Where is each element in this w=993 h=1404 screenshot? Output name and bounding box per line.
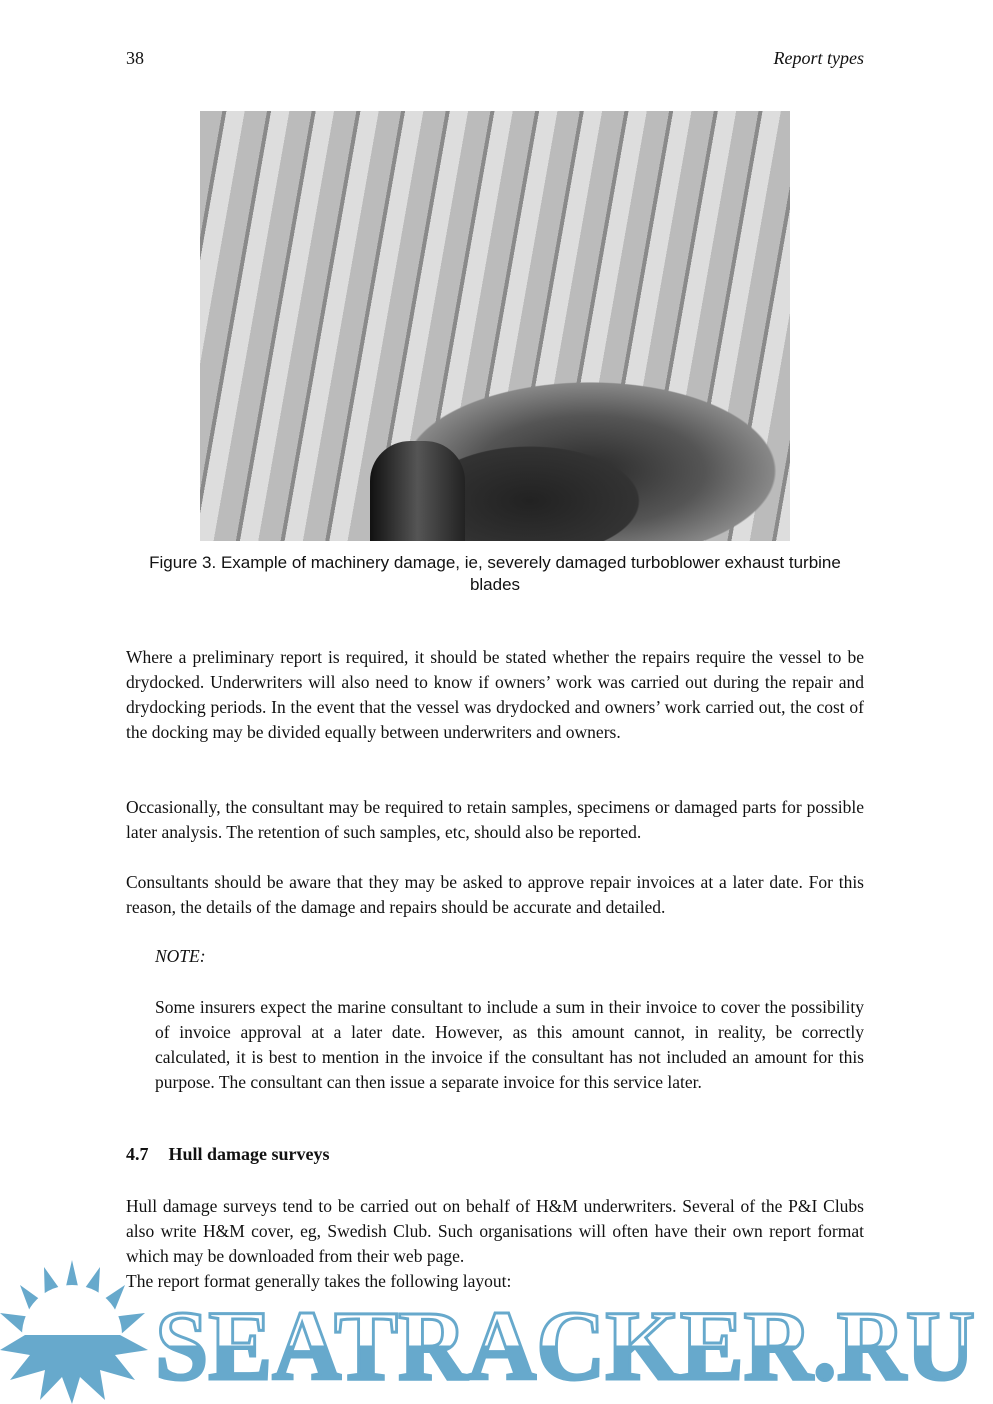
paragraph: Consultants should be aware that they may be asked to approve repair invoices at a later date. For this reason, the details of the damage and repairs should be accurate and detailed. — [126, 872, 864, 917]
paragraph: Hull damage surveys tend to be carried out on behalf of H&M underwriters. Several of the P&I Clubs also write H&M cover, eg, Swedish Club. Such organisations will often have their own report format which may be downloaded from their web page. — [126, 1196, 864, 1266]
shaft — [370, 441, 465, 541]
watermark-text: SEATRACKER.RU — [155, 1290, 975, 1401]
section-number: 4.7 — [126, 1144, 149, 1164]
page-number: 38 — [126, 48, 144, 68]
note-paragraph: Some insurers expect the marine consultant to include a sum in their invoice to cover the possibility of invoice approval at a later date. However, as this amount cannot, in reality, be correctly calculated, it is best to mention in the invoice if the consultant has not included an amount for this purpose. The consultant can then issue a separate invoice for this service later. — [155, 997, 864, 1092]
section-title: Hull damage surveys — [168, 1144, 330, 1164]
paragraph: Where a preliminary report is required, it should be stated whether the repairs require the vessel to be drydocked. Underwriters will also need to know if owners’ work was carried out during the repair and drydocking periods. In the event that the vessel was drydocked and owners’ work carried out, the cost of the docking may be divided equally between underwriters and owners. — [126, 647, 864, 742]
paragraph: The report format generally takes the following layout: — [126, 1271, 512, 1291]
paragraph: Occasionally, the consultant may be required to retain samples, specimens or damaged parts for possible later analysis. The retention of such samples, etc, should also be reported. — [126, 797, 864, 842]
figure-photo-turbine-blades — [200, 111, 790, 541]
note-label: NOTE: — [155, 946, 206, 966]
figure-caption: Figure 3. Example of machinery damage, ie, severely damaged turboblower exhaust turbine blades — [149, 553, 841, 594]
section-heading — [126, 1144, 350, 1165]
running-header: Report types — [773, 48, 864, 68]
